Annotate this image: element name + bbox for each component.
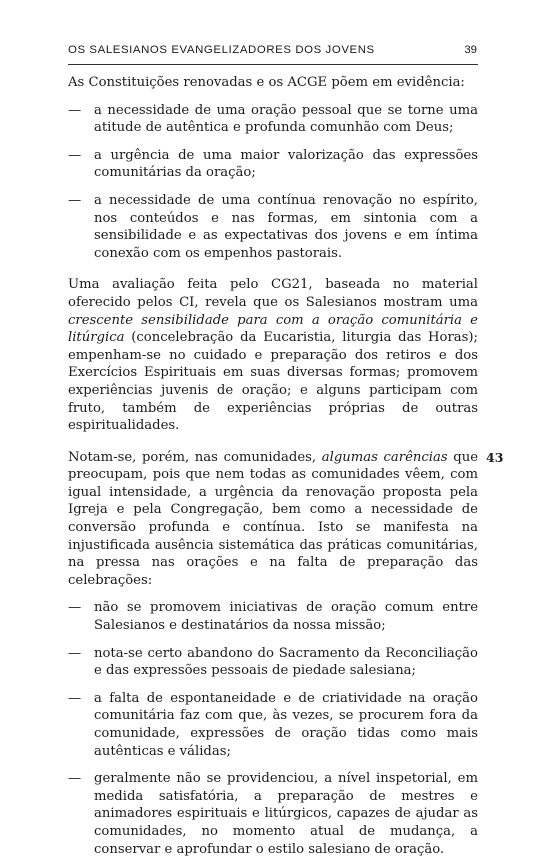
dash-marker: —	[68, 600, 82, 616]
dash-marker: —	[68, 102, 82, 118]
list-item-text: nota-se certo abandono do Sacramento da Reconciliação e das expressões pessoais de piedade salesiana;	[94, 645, 478, 679]
dash-marker: —	[68, 147, 82, 163]
section3-emphasis: algumas carências	[321, 449, 448, 465]
list-item-text: a urgência de uma maior valorização das expressões comunitárias da oração;	[94, 147, 478, 181]
list-item	[68, 599, 478, 634]
list-item	[68, 645, 478, 680]
list-item-text: geralmente não se providenciou, a nível inspetorial, em medida satisfatória, a preparação de mestres e animadores espirituais e litúrgicos, capazes de ajudar as comunidades, no momento atual de mudança, a conservar e aprofundar o estilo salesiano de oração.	[94, 771, 478, 857]
list-item	[68, 147, 478, 182]
page-number: 39	[464, 44, 477, 56]
list-item-text: a falta de espontaneidade e de criatividade na oração comunitária faz com que, às vezes, se procurem fora da comunidade, expressões de oração tidas como mais autênticas e válidas;	[94, 690, 478, 759]
list-item	[68, 102, 478, 137]
list-item	[68, 770, 478, 858]
dash-marker: —	[68, 690, 82, 706]
section2-text-start: Uma avaliação feita pelo CG21, baseada no material oferecido pelos CI, revela que os Salesianos mostram uma	[68, 277, 478, 310]
list-item	[68, 192, 478, 262]
list-item-text: não se promovem iniciativas de oração comum entre Salesianos e destinatários da nossa missão;	[94, 600, 478, 634]
page-body	[68, 74, 478, 858]
list-item-text: a necessidade de uma oração pessoal que se torne uma atitude de autêntica e profunda comunhão com Deus;	[94, 102, 478, 136]
dash-marker: —	[68, 771, 82, 787]
list-item	[68, 690, 478, 760]
section2-emphasis: crescente sensibilidade para com a oração comunitária e litúrgica	[68, 312, 478, 346]
page-header	[68, 38, 478, 65]
section2-text-end: (concelebração da Eucaristia, liturgia das Horas); empenham-se no cuidado e preparação dos retiros e dos Exercícios Espirituais em suas diversas formas; promovem experiências juvenis de oração; e alguns participam com fruto, também de experiências próprias de outras espiritualidades.	[68, 330, 478, 434]
list-item-text: a necessidade de uma contínua renovação no espírito, nos conteúdos e nas formas, em sintonia com a sensibilidade e as expectativas dos jovens e em íntima conexão com os empenhos pastorais.	[94, 192, 478, 261]
section3-text-end: que preocupam, pois que nem todas as comunidades vêem, com igual intensidade, a urgência da renovação proposta pela Igreja e pela Congregação, bem como a necessidade de conversão profunda e contínua. Isto se manifesta na injustificada ausência sistemática das práticas comunitárias, na pressa nas orações e na falta de preparação das celebrações:	[68, 449, 478, 588]
section2-paragraph	[68, 276, 478, 434]
margin-paragraph-number: 43	[486, 449, 504, 465]
section3-text-start: Notam-se, porém, nas comunidades,	[68, 449, 322, 465]
section3-paragraph	[68, 449, 478, 590]
dash-marker: —	[68, 645, 82, 661]
running-head: OS SALESIANOS EVANGELIZADORES DOS JOVENS	[68, 44, 375, 56]
dash-marker: —	[68, 192, 82, 208]
section1-intro: As Constituições renovadas e os ACGE põem em evidência:	[68, 75, 465, 90]
